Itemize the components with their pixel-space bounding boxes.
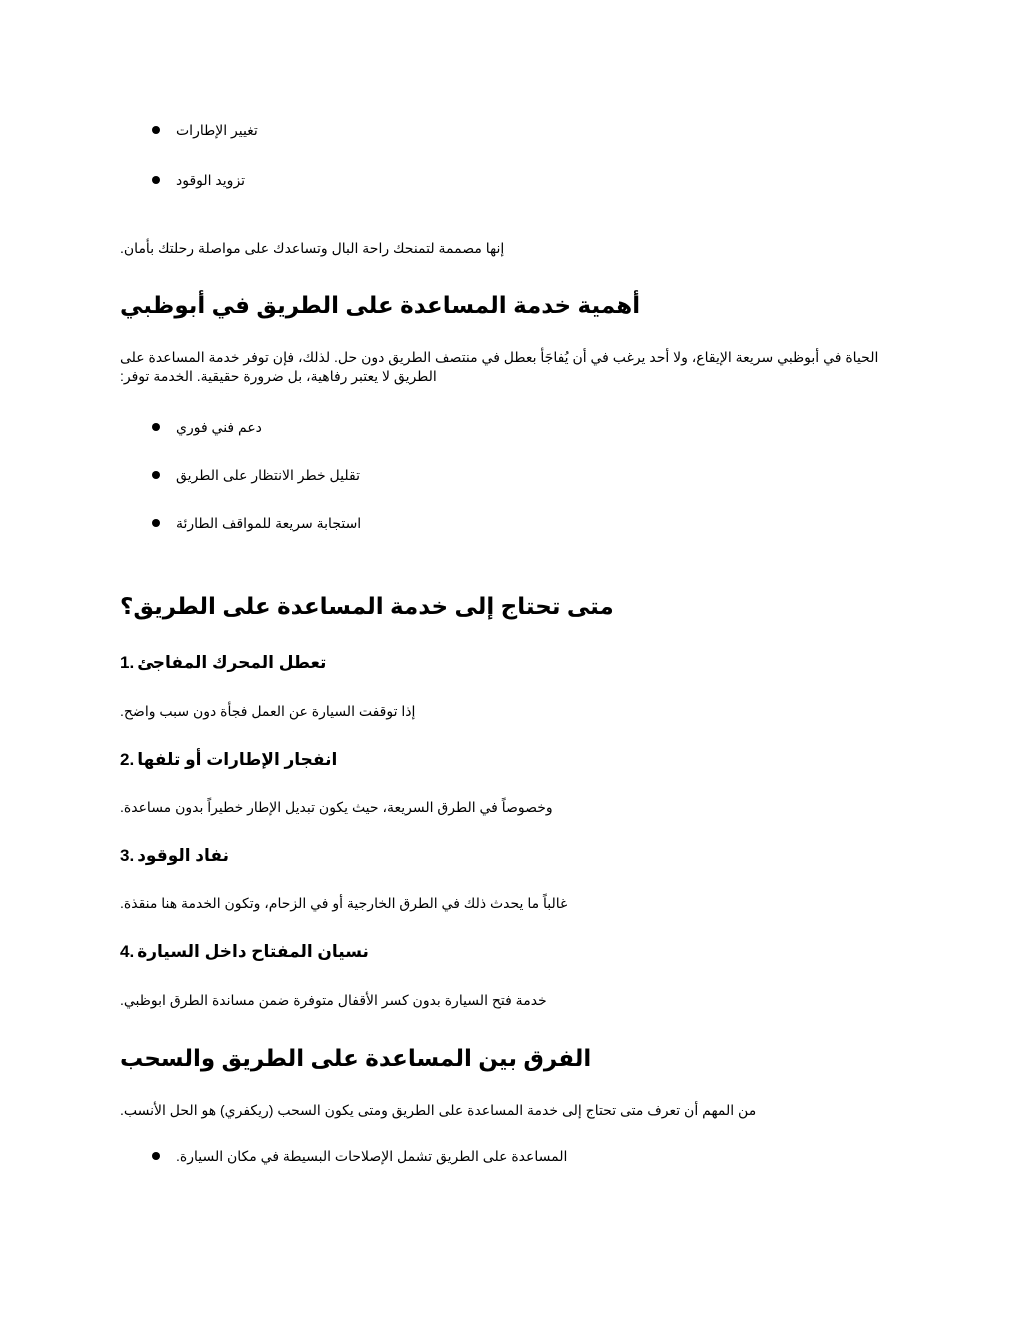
subsection-heading	[120, 940, 922, 964]
list-item-text: استجابة سريعة للمواقف الطارئة	[176, 515, 362, 531]
list-item	[152, 120, 752, 140]
paragraph-line: الحياة في أبوظبي سريعة الإيقاع، ولا أحد يرغب في أن يُفاجَأ بعطل في منتصف الطريق دون حل. لذلك، فإن توفر خدمة المساعدة على	[120, 349, 879, 365]
list-item	[152, 417, 752, 437]
item-text: .إذا توقفت السيارة عن العمل فجأة دون سبب واضح	[120, 703, 416, 719]
item-title: انفجار الإطارات أو تلفها	[137, 750, 338, 769]
list-item-text: .المساعدة على الطريق تشمل الإصلاحات البسيطة في مكان السيارة	[176, 1148, 568, 1164]
section-heading: متى تحتاج إلى خدمة المساعدة على الطريق؟	[120, 593, 614, 619]
paragraph-line: :الطريق لا يعتبر رفاهية، بل ضرورة حقيقية. الخدمة توفر	[120, 368, 437, 384]
list-item	[152, 170, 752, 190]
item-number: 4.	[120, 942, 135, 961]
bullet-icon	[152, 519, 160, 527]
list-item-text: تغيير الإطارات	[176, 122, 258, 138]
list-item	[152, 513, 752, 533]
section-heading: الفرق بين المساعدة على الطريق والسحب	[120, 1045, 592, 1071]
item-text: .وخصوصاً في الطرق السريعة، حيث يكون تبديل الإطار خطيراً بدون مساعدة	[120, 799, 553, 815]
bullet-icon	[152, 1152, 160, 1160]
subsection-heading	[120, 748, 922, 772]
bullet-icon	[152, 471, 160, 479]
item-title: نفاد الوقود	[137, 846, 230, 865]
section-heading: أهمية خدمة المساعدة على الطريق في أبوظبي	[120, 292, 641, 318]
item-number: 1.	[120, 653, 135, 672]
list-item	[152, 465, 752, 485]
list-item-text: تقليل خطر الانتظار على الطريق	[176, 467, 360, 483]
list-item-text: تزويد الوقود	[176, 172, 246, 188]
bullet-icon	[152, 126, 160, 134]
bullet-icon	[152, 423, 160, 431]
list-item-text: دعم فني فوري	[176, 419, 262, 435]
list-item	[152, 1146, 752, 1166]
subsection-heading	[120, 651, 922, 675]
item-text: .خدمة فتح السيارة بدون كسر الأقفال متوفرة ضمن مساندة الطرق ابوظبي	[120, 992, 547, 1008]
intro-paragraph: .إنها مصممة لتمنحك راحة البال وتساعدك على مواصلة رحلتك بأمان	[120, 240, 505, 256]
item-number: 2.	[120, 750, 135, 769]
subsection-heading	[120, 844, 922, 868]
item-number: 3.	[120, 846, 135, 865]
paragraph: .من المهم أن تعرف متى تحتاج إلى خدمة المساعدة على الطريق ومتى يكون السحب (ريكفري) هو الحل الأنسب	[120, 1102, 757, 1118]
item-title: تعطل المحرك المفاجئ	[137, 653, 327, 672]
item-text: .غالباً ما يحدث ذلك في الطرق الخارجية أو في الزحام، وتكون الخدمة هنا منقذة	[120, 895, 568, 911]
bullet-icon	[152, 176, 160, 184]
item-title: نسيان المفتاح داخل السيارة	[137, 942, 369, 961]
